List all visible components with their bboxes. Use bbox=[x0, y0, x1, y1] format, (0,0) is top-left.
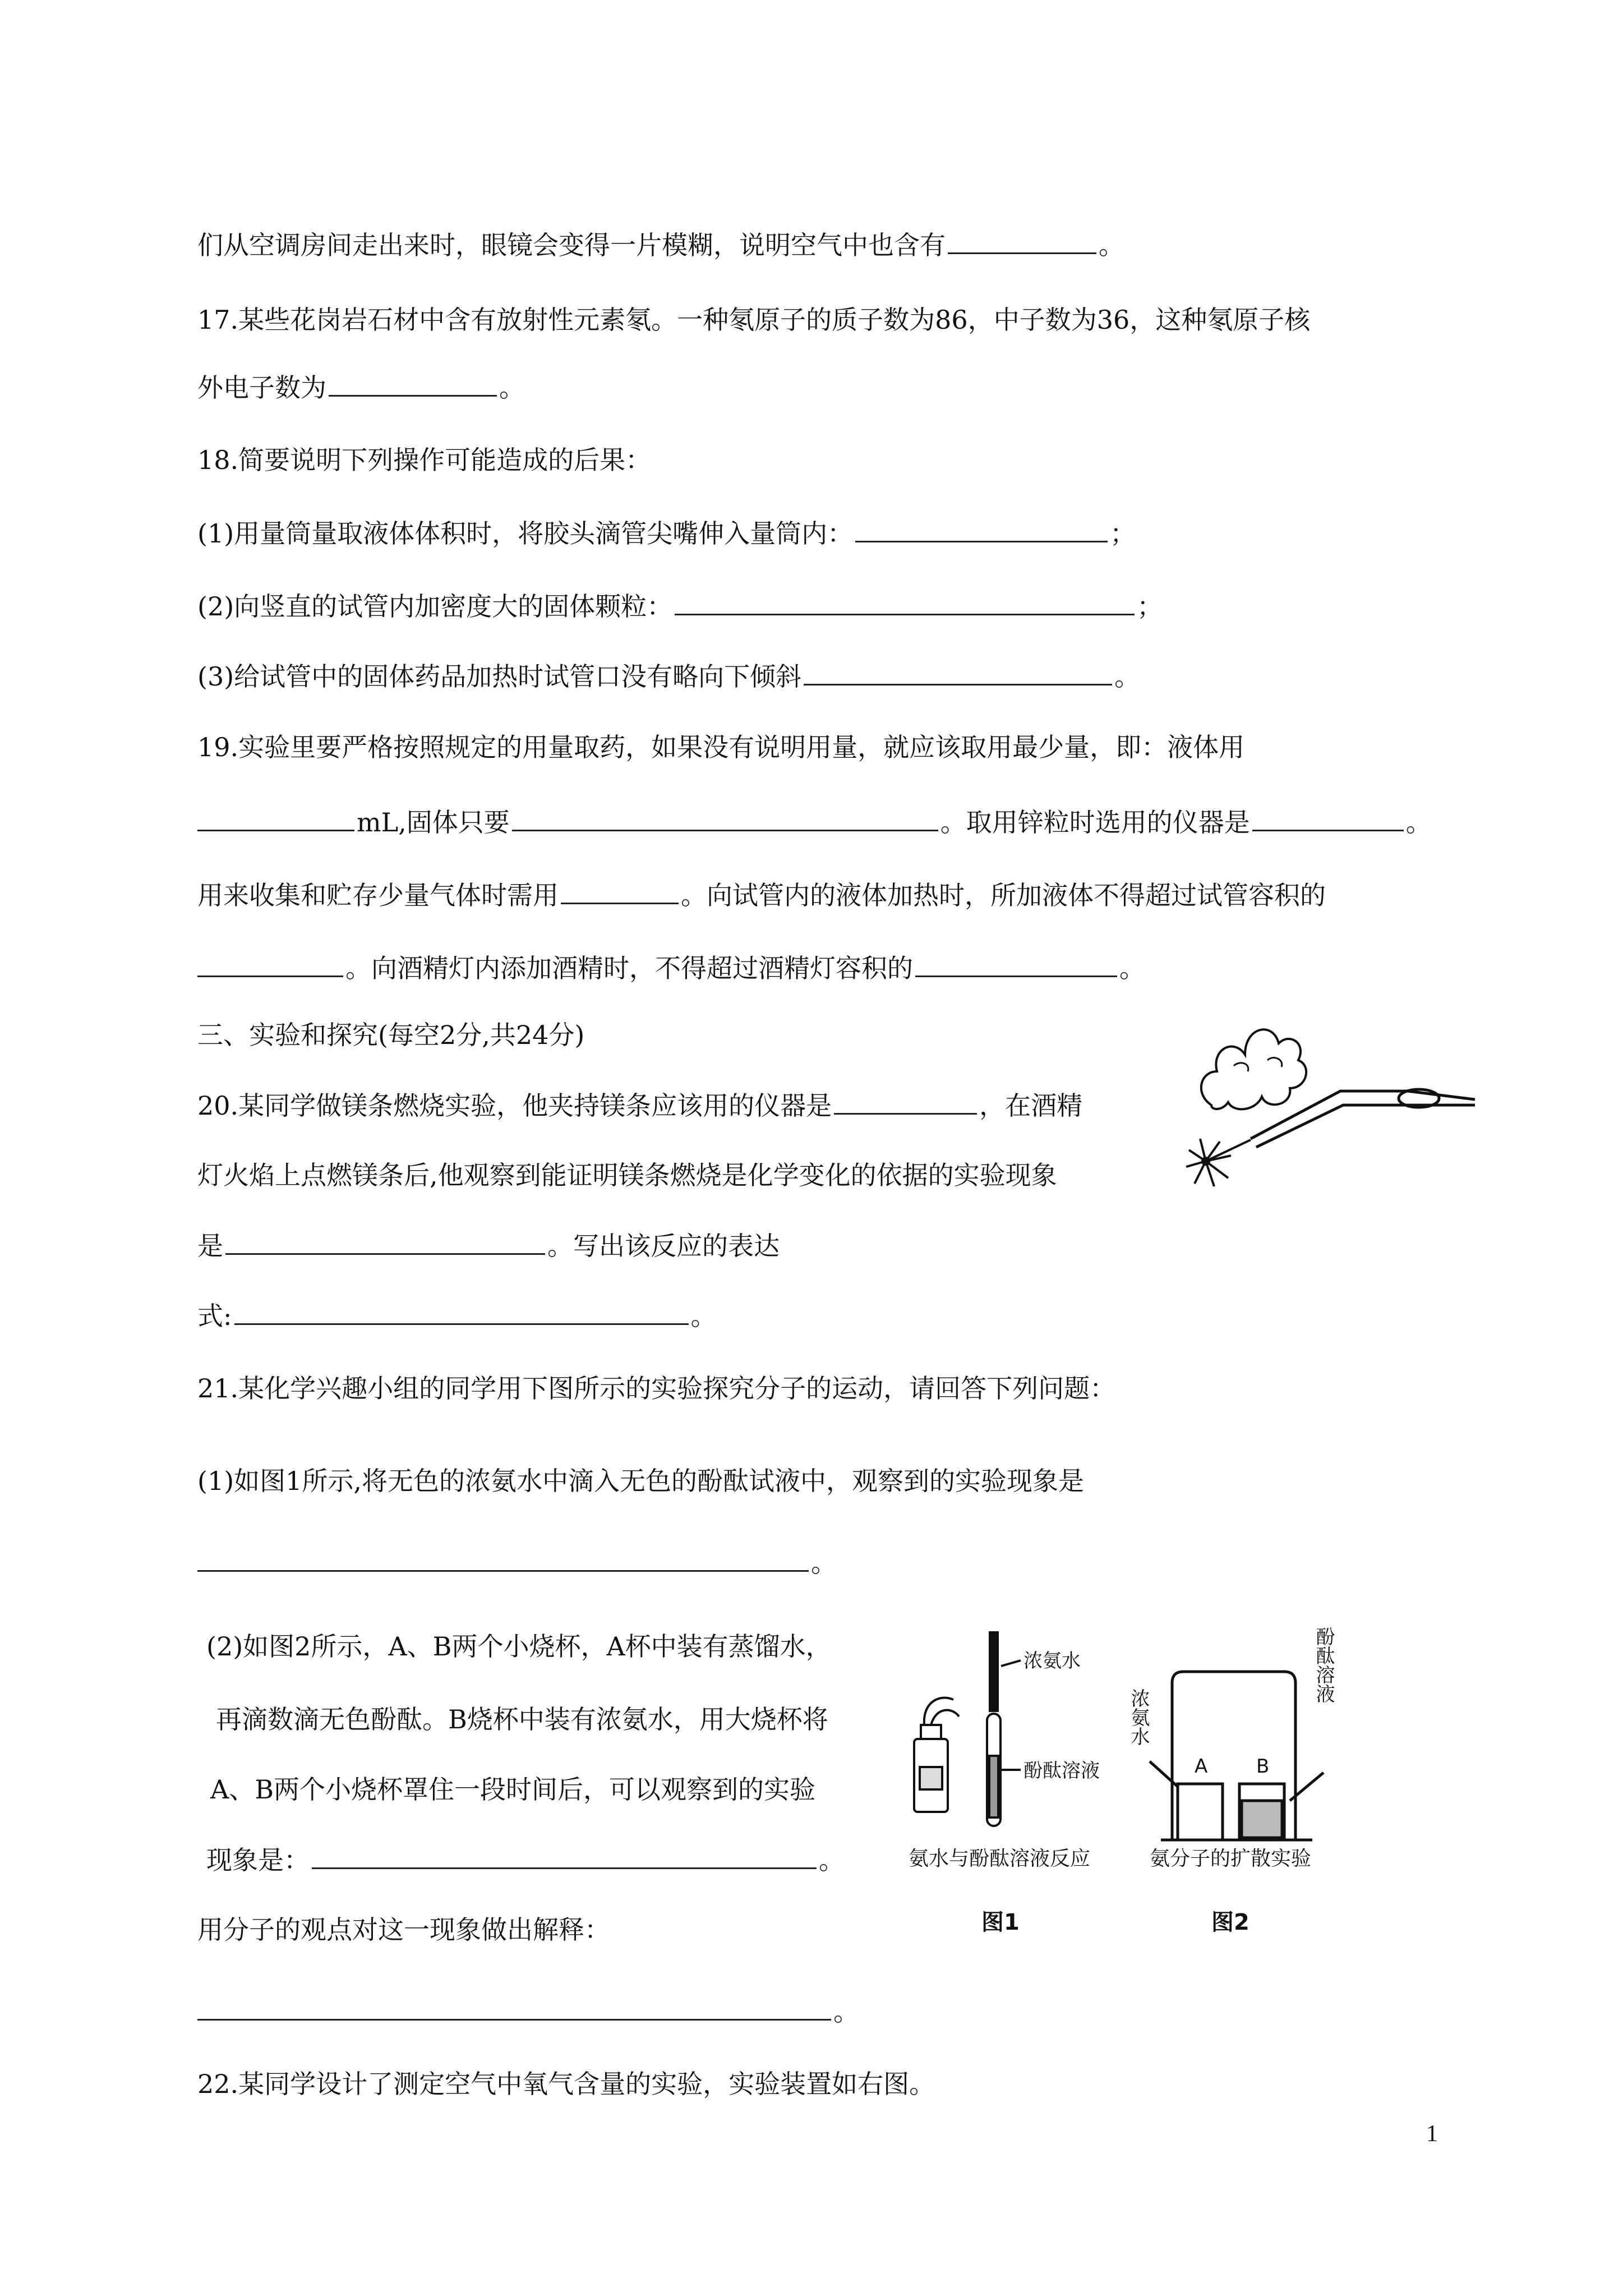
line-q19-2: mL,固体只要 。取用锌粒时选用的仪器是 。 bbox=[197, 805, 1432, 839]
line-q21-1: (1)如图1所示,将无色的浓氨水中滴入无色的酚酞试液中，观察到的实验现象是 bbox=[197, 1466, 1085, 1496]
line-q21-1-blank: 。 bbox=[197, 1545, 837, 1580]
magnesium-burning-figure bbox=[1172, 993, 1486, 1206]
section-heading: 三、实验和探究(每空2分,共24分) bbox=[197, 1020, 585, 1050]
answer-blank[interactable] bbox=[197, 1545, 809, 1572]
figure1-caption: 氨水与酚酞溶液反应 bbox=[909, 1847, 1091, 1870]
label-ammonia: 浓氨水 bbox=[1023, 1650, 1081, 1672]
line-q21-4: 。 bbox=[197, 1994, 859, 2028]
line-q17-2: 外电子数为 。 bbox=[197, 370, 525, 404]
answer-blank[interactable] bbox=[197, 951, 343, 977]
answer-blank[interactable] bbox=[329, 370, 497, 397]
answer-blank[interactable] bbox=[512, 805, 938, 831]
line-q21-2d: 现象是： 。 bbox=[206, 1843, 845, 1877]
line-q21: 21.某化学兴趣小组的同学用下图所示的实验探究分子的运动，请回答下列问题： bbox=[197, 1373, 1116, 1404]
answer-blank[interactable] bbox=[948, 228, 1096, 254]
line-q19-4: 。向酒精灯内添加酒精时，不得超过酒精灯容积的 。 bbox=[197, 951, 1145, 985]
label-phenol-solution-2: 酚酞溶液 bbox=[1312, 1627, 1335, 1703]
answer-blank[interactable] bbox=[225, 1228, 545, 1255]
line-q18: 18.简要说明下列操作可能造成的后果： bbox=[197, 445, 652, 475]
line-q19-3: 用来收集和贮存少量气体时需用 。向试管内的液体加热时，所加液体不得超过试管容积的 bbox=[197, 878, 1326, 912]
line-q16-end: 们从空调房间走出来时，眼镜会变得一片模糊，说明空气中也含有 。 bbox=[197, 228, 1124, 262]
line-q20-2: 灯火焰上点燃镁条后,他观察到能证明镁条燃烧是化学变化的依据的实验现象 bbox=[197, 1160, 1057, 1190]
answer-blank[interactable] bbox=[234, 1299, 689, 1325]
molecule-experiment-figure bbox=[897, 1616, 1380, 1975]
figure1-label: 图1 bbox=[981, 1910, 1020, 1935]
answer-blank[interactable] bbox=[561, 878, 679, 904]
answer-blank[interactable] bbox=[197, 805, 354, 831]
line-q18-1: (1)用量筒量取液体体积时，将胶头滴管尖嘴伸入量筒内： ； bbox=[197, 516, 1136, 550]
answer-blank[interactable] bbox=[1252, 805, 1404, 831]
line-q22: 22.某同学设计了测定空气中氧气含量的实验，实验装置如右图。 bbox=[197, 2069, 935, 2099]
beaker-b-label: B bbox=[1256, 1755, 1270, 1778]
figure2-caption: 氨分子的扩散实验 bbox=[1150, 1847, 1312, 1870]
figure2-label: 图2 bbox=[1211, 1910, 1249, 1935]
line-q19: 19.实验里要严格按照规定的用量取药，如果没有说明用量，就应该取用最少量，即：液体用 bbox=[197, 732, 1245, 762]
answer-blank[interactable] bbox=[312, 1843, 817, 1869]
line-q21-2b: 再滴数滴无色酚酞。B烧杯中装有浓氨水，用大烧杯将 bbox=[216, 1704, 828, 1734]
line-q21-3: 用分子的观点对这一现象做出解释： bbox=[197, 1915, 610, 1945]
answer-blank[interactable] bbox=[804, 659, 1112, 685]
line-q20-3: 是 。写出该反应的表达 bbox=[197, 1228, 780, 1263]
line-q21-2: (2)如图2所示，A、B两个小烧杯，A杯中装有蒸馏水， bbox=[206, 1631, 832, 1662]
line-q18-2: (2)向竖直的试管内加密度大的固体颗粒： ； bbox=[197, 589, 1163, 623]
line-q21-2c: A、B两个小烧杯罩住一段时间后，可以观察到的实验 bbox=[210, 1774, 816, 1805]
crucible-tongs-illustration bbox=[1172, 993, 1486, 1206]
answer-blank[interactable] bbox=[675, 589, 1135, 615]
beaker-a-label: A bbox=[1195, 1755, 1208, 1778]
page-number: 1 bbox=[1426, 2121, 1438, 2147]
line-q20-4: 式: 。 bbox=[197, 1299, 717, 1333]
label-phenol-solution: 酚酞溶液 bbox=[1023, 1760, 1100, 1782]
line-q18-3: (3)给试管中的固体药品加热时试管口没有略向下倾斜 。 bbox=[197, 659, 1140, 693]
ammonia-experiment-illustration bbox=[897, 1616, 1380, 1975]
answer-blank[interactable] bbox=[855, 516, 1108, 542]
answer-blank[interactable] bbox=[834, 1088, 977, 1115]
answer-blank[interactable] bbox=[197, 1994, 831, 2021]
line-q20: 20.某同学做镁条燃烧实验，他夹持镁条应该用的仪器是 ，在酒精 bbox=[197, 1088, 1082, 1122]
answer-blank[interactable] bbox=[915, 951, 1117, 977]
label-concentrated-ammonia: 浓氨水 bbox=[1127, 1688, 1150, 1746]
line-q17: 17.某些花岗岩石材中含有放射性元素氡。一种氡原子的质子数为86，中子数为36，这种氡原子核 bbox=[197, 305, 1311, 335]
